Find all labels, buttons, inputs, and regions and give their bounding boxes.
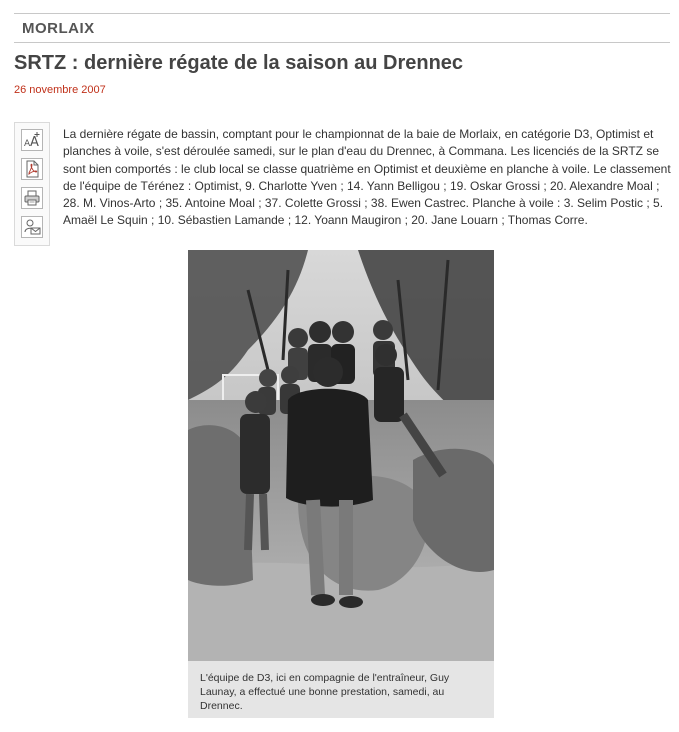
pdf-button[interactable] — [21, 158, 43, 180]
print-icon — [23, 189, 41, 207]
team-photo-illustration — [188, 250, 494, 661]
article-date: 26 novembre 2007 — [14, 84, 106, 96]
section-label: MORLAIX — [22, 20, 95, 37]
photo-caption: L'équipe de D3, ici en compagnie de l'entraîneur, Guy Launay, a effectué une bonne prestation, samedi, au Drennec. — [188, 661, 494, 718]
font-size-button[interactable] — [21, 129, 43, 151]
email-icon — [23, 218, 41, 236]
article-toolbar — [14, 122, 50, 246]
print-button[interactable] — [21, 187, 43, 209]
email-button[interactable] — [21, 216, 43, 238]
article-title: SRTZ : dernière régate de la saison au Drennec — [14, 52, 464, 74]
svg-text:A: A — [30, 135, 39, 149]
section-header — [14, 13, 670, 43]
svg-text:A: A — [24, 139, 31, 149]
pdf-icon — [23, 160, 41, 178]
article-photo — [188, 250, 494, 661]
font-size-icon — [23, 131, 41, 149]
article-body: La dernière régate de bassin, comptant pour le championnat de la baie de Morlaix, en catégorie D3, Optimist et planches à voile, s'est déroulée samedi, sur le plan d'eau du Drennec, à Commana. Les licenciés de la SRTZ se sont bien comportés : le club local se classe quatrième en Optimist et deuxième en planche à voile. Le classement de l'équipe de Térénez : Optimist, 9. Charlotte Yven ; 14. Yann Belligou ; 19. Oskar Grossi ; 20. Alexandre Moal ; 28. M. Vinos-Arto ; 35. Antoine Moal ; 37. Colette Grossi ; 38. Ewen Castrec. Planche à voile : 3. Selim Postic ; 5. Amaël Le Squin ; 10. Sébastien Lamande ; 12. Yoann Maugiron ; 20. Jane Louarn ; Thomas Corre. — [63, 127, 671, 228]
